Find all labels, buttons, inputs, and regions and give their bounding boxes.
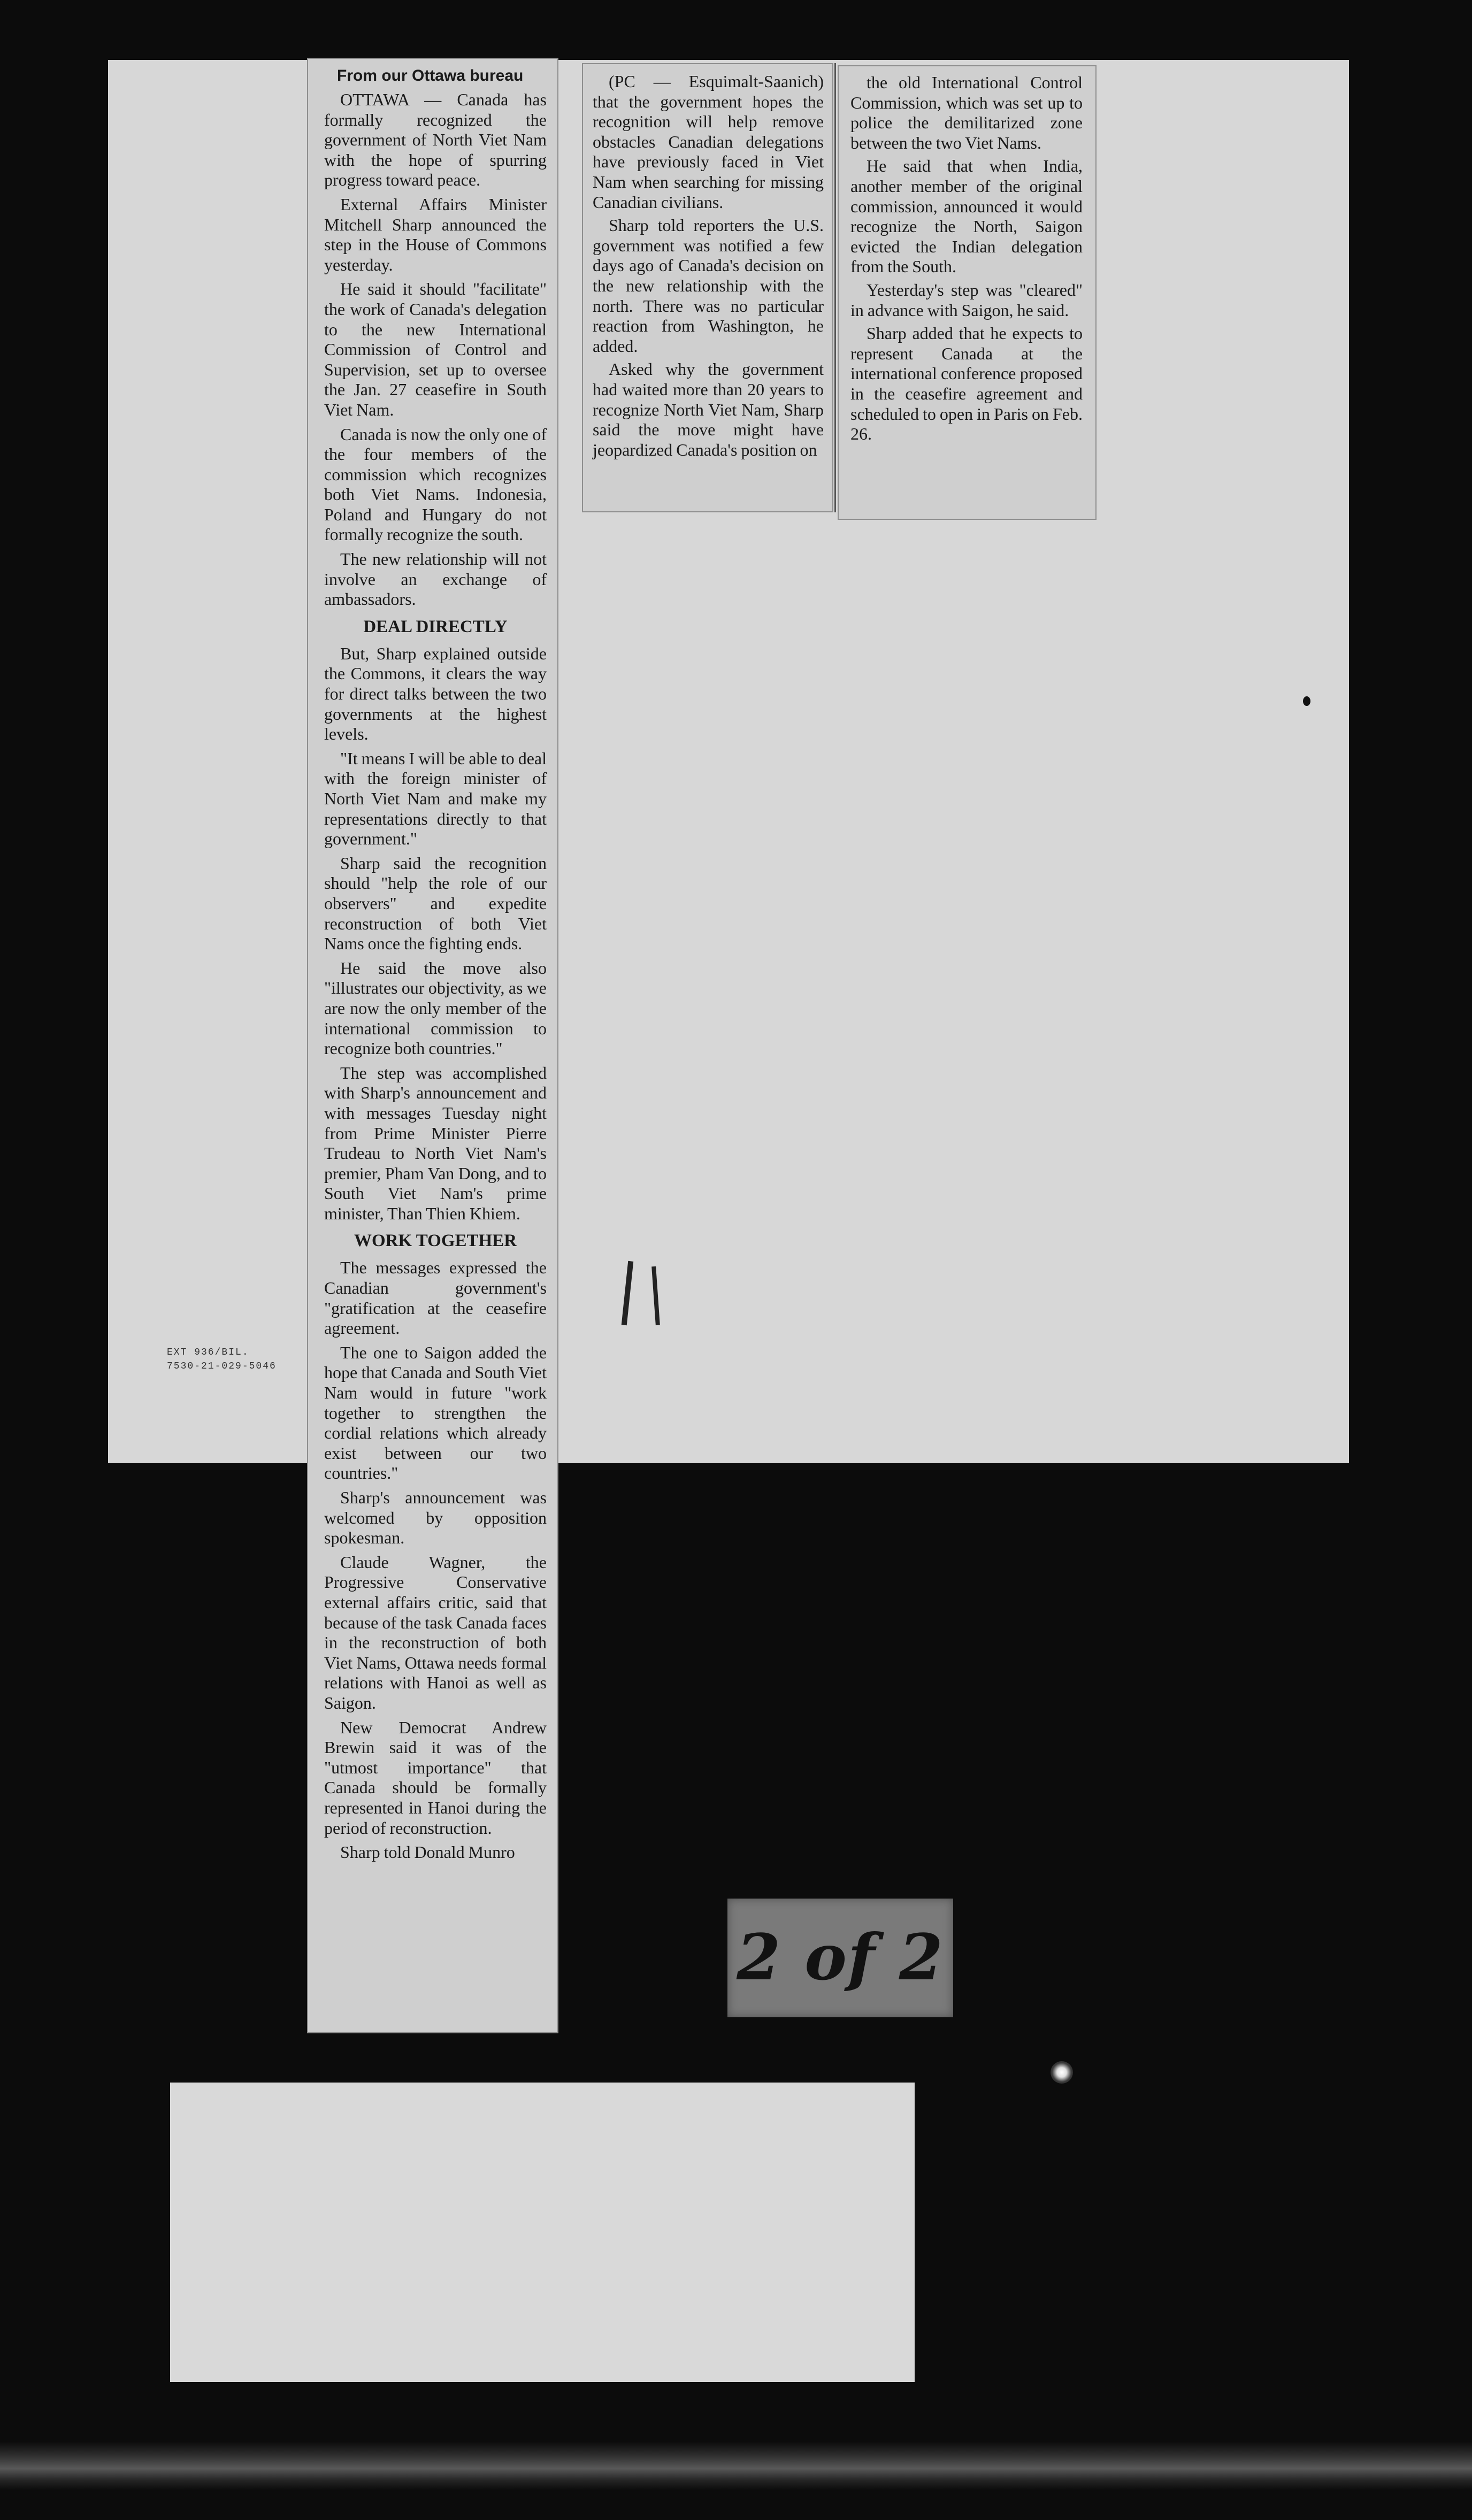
paragraph: The new relationship will not involve an exchange of ambassadors. [324,549,547,609]
paragraph: He said that when India, another member of the original commission, announced it would recognize the North, Saigon evicted the Indian delegation from the South. [850,156,1083,276]
paragraph: New Democrat Andrew Brewin said it was of the "utmost importance" that Canada should be formally represented in Hanoi during the period of reconstruction. [324,1717,547,1838]
paragraph: "It means I will be able to deal with the foreign minister of North Viet Nam and make my representations directly to that government." [324,748,547,849]
light-flare [1051,2061,1073,2084]
paragraph: But, Sharp explained outside the Commons, it clears the way for direct talks between the two governments at the highest levels. [324,643,547,744]
paragraph: The step was accomplished with Sharp's announcement and with messages Tuesday night from Prime Minister Pierre Trudeau to North Viet Nam's premier, Pham Van Dong, and to South Viet Nam's prime minister, Than Thien Khiem. [324,1063,547,1223]
paragraph: Sharp told Donald Munro [340,1842,515,1862]
paragraph: the old International Control Commission, which was set up to police the demilitarized zone between the two Viet Nams. [850,73,1083,152]
paragraph: Sharp added that he expects to represent Canada at the international conference proposed in the ceasefire agreement and scheduled to open in Paris on Feb. 26. [850,324,1083,444]
film-edge-strip [0,2442,1472,2490]
paragraph: (PC — Esquimalt-Saanich) that the government hopes the recognition will help remove obstacles Canadian delegations have previously faced in Viet Nam when searching for missing Canadian civilians. [593,72,824,212]
form-code-line-2: 7530-21-029-5046 [167,1361,277,1372]
paragraph: Sharp told reporters the U.S. government was notified a few days ago of Canada's decision on the new relationship with the north. There was no particular reaction from Washington, he added. [593,216,824,356]
dateline: From our Ottawa bureau [337,67,524,84]
page-count-text: 2 of 2 [737,1920,944,1994]
paragraph: Claude Wagner, the Progressive Conservative external affairs critic, said that because of the task Canada faces in the reconstruction of both Viet Nams, Ottawa needs formal relations with Hanoi as well as Saigon. [324,1552,547,1712]
paragraph: External Affairs Minister Mitchell Sharp announced the step in the House of Commons yesterday. [324,194,547,274]
paragraph: He said it should "facilitate" the work of Canada's delegation to the new International Commission of Control and Supervision, set up to oversee the Jan. 27 ceasefire in South Viet Nam. [324,279,547,419]
subheading-work-together: WORK TOGETHER [354,1231,517,1251]
paragraph: Sharp said the recognition should "help the role of our observers" and expedite reconstruction of both Viet Nams once the fighting ends. [324,853,547,954]
speck [1303,696,1310,706]
blank-card [170,2083,915,2382]
paragraph: Canada is now the only one of the four members of the commission which recognizes both Viet Nams. Indonesia, Poland and Hungary do not formally recognize the south. [324,424,547,544]
form-code-line-1: EXT 936/BIL. [167,1347,249,1358]
paragraph: Sharp's announcement was welcomed by opposition spokesman. [324,1488,547,1548]
paragraph: Yesterday's step was "cleared" in advance with Saigon, he said. [850,280,1083,320]
subheading-deal-directly: DEAL DIRECTLY [363,617,508,636]
paragraph: He said the move also "illustrates our objectivity, as we are now the only member of the international commission to recognize both countries." [324,958,547,1058]
column-rule [834,63,836,512]
page-count-note [727,1899,953,2017]
paragraph: The one to Saigon added the hope that Canada and South Viet Nam would in future "work together to strengthen the cordial relations which already exist between our two countries." [324,1342,547,1483]
newspaper-clipping-column-2 [582,63,833,512]
newspaper-clipping-column-1 [307,58,558,2033]
form-code [167,1346,290,1373]
paragraph: OTTAWA — Canada has formally recognized the government of North Viet Nam with the hope of spurring progress toward peace. [324,90,547,190]
paragraph: The messages expressed the Canadian government's "gratification at the ceasefire agreement. [324,1258,547,1338]
newspaper-clipping-column-3 [838,65,1097,520]
paragraph: Asked why the government had waited more than 20 years to recognize North Viet Nam, Sharp said the move might have jeopardized Canada's position on [593,359,824,459]
